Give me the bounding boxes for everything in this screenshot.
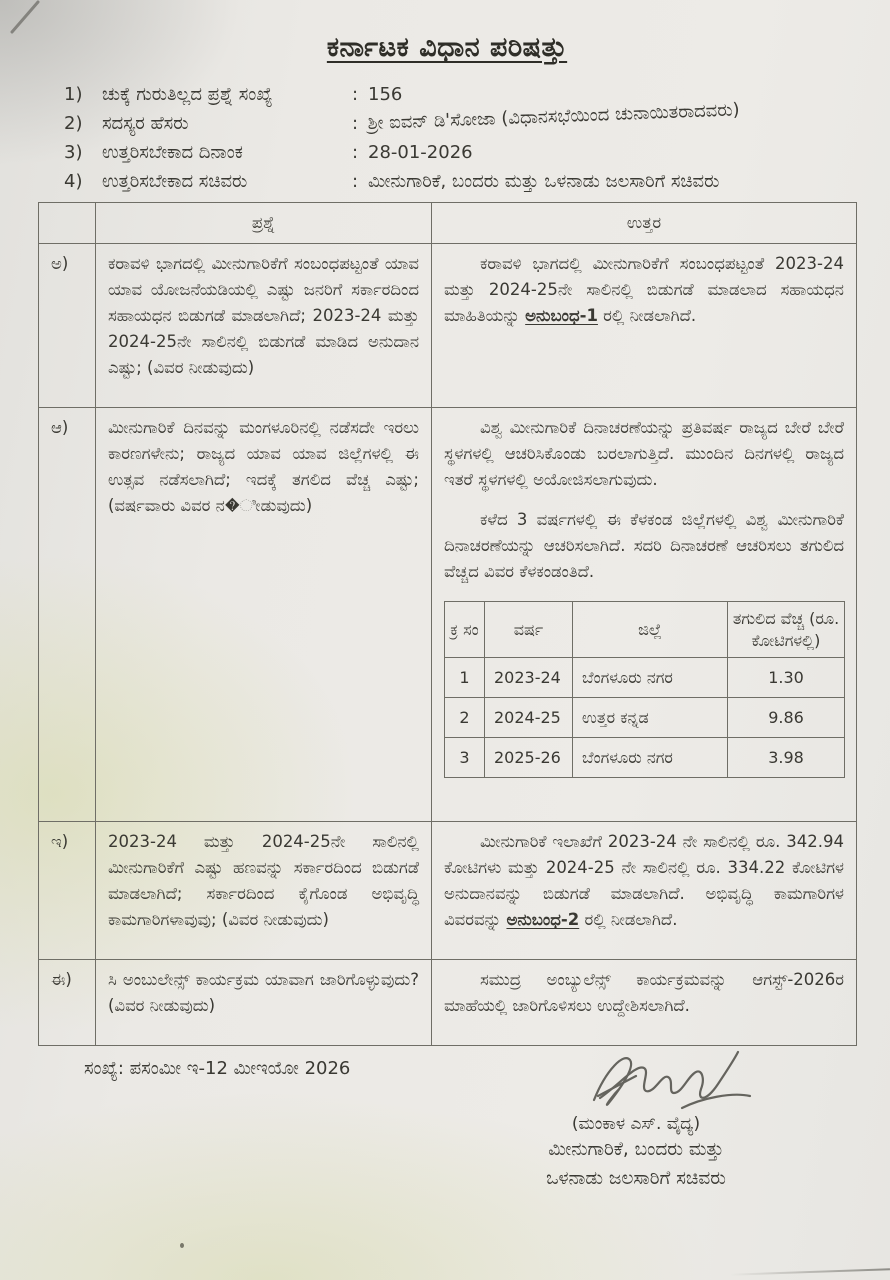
meta-number: 3): [64, 142, 83, 163]
meta-value: 156: [368, 84, 403, 105]
expense-header-amount: ತಗುಲಿದ ವೆಚ್ಚ (ರೂ. ಕೋಟಿಗಳಲ್ಲಿ): [728, 602, 845, 657]
expense-header-district: ಜಿಲ್ಲೆ: [573, 602, 728, 657]
meta-colon: :: [352, 84, 359, 105]
meta-number: 2): [64, 113, 83, 134]
handwritten-signature: [584, 1046, 764, 1118]
qa-row-ii: [39, 960, 857, 1046]
expense-header-row: [445, 602, 845, 657]
expense-year: 2024-25: [485, 697, 573, 737]
page-title: ಕರ್ನಾಟಕ ವಿಧಾನ ಪರಿಷತ್ತು: [326, 32, 568, 63]
question-answer-table: [38, 202, 857, 1046]
expense-district: ಉತ್ತರ ಕನ್ನಡ: [573, 697, 728, 737]
question-cell: [96, 822, 432, 960]
expense-row: [445, 737, 845, 777]
row-label: ಆ): [39, 408, 96, 822]
meta-label: ಸದಸ್ಯರ ಹೆಸರು: [102, 113, 189, 134]
expense-row: [445, 697, 845, 737]
qa-row-a: [39, 244, 857, 408]
meta-value: 28-01-2026: [368, 142, 473, 163]
answer-paragraph-2: ಕಳೆದ 3 ವರ್ಷಗಳಲ್ಲಿ ಈ ಕೆಳಕಂಡ ಜಿಲ್ಲೆಗಳಲ್ಲಿ ವಿಶ್ವ ಮೀನುಗಾರಿಕೆ ದಿನಾಚರಣೆಯನ್ನು ಆಚರಿಸಲಾಗಿದೆ. ಸದರಿ ದಿನಾಚರಣೆ ಆಚರಿಸಲು ತಗುಲಿದ ವೆಚ್ಚದ ವಿವರ ಕೆಳಕಂಡಂತಿದೆ.: [444, 510, 844, 582]
signature-block: [468, 1046, 804, 1193]
meta-colon: :: [352, 171, 359, 192]
question-text: ಕರಾವಳಿ ಭಾಗದಲ್ಲಿ ಮೀನುಗಾರಿಕೆಗೆ ಸಂಬಂಧಪಟ್ಟಂತೆ ಯಾವ ಯಾವ ಯೋಜನೆಯಡಿಯಲ್ಲಿ ಎಷ್ಟು ಜನರಿಗೆ ಸರ್ಕಾರದಿಂದ ಸಹಾಯಧನ ಬಿಡುಗಡೆ ಮಾಡಲಾಗಿದೆ; 2023-24 ಮತ್ತು 2024-25ನೇ ಸಾಲಿನಲ್ಲಿ ಬಿಡುಗಡೆ ಮಾಡಿದ ಅನುದಾನ ಎಷ್ಟು; (ವಿವರ ನೀಡುವುದು): [108, 254, 419, 378]
answer-cell: [432, 960, 857, 1046]
expense-slno: 3: [445, 737, 485, 777]
signatory-name: (ಮಂಕಾಳ ಎಸ್. ವೈದ್ಯ): [571, 1114, 701, 1134]
expense-amount: 3.98: [728, 737, 845, 777]
annexure-2-reference: ಅನುಬಂಧ-2: [506, 910, 580, 930]
meta-list: [64, 84, 856, 192]
expense-slno: 2: [445, 697, 485, 737]
answer-cell: [432, 822, 857, 960]
expense-table: [444, 601, 845, 777]
answer-text: ಸಮುದ್ರ ಅಂಬ್ಯುಲೆನ್ಸ್ ಕಾರ್ಯಕ್ರಮವನ್ನು ಆಗಸ್ಟ್-2026ರ ಮಾಹೆಯಲ್ಲಿ ಜಾರಿಗೊಳಿಸಲು ಉದ್ದೇಶಿಸಲಾಗಿದೆ.: [444, 970, 844, 1016]
annexure-1-reference: ಅನುಬಂಧ-1: [525, 306, 598, 326]
qa-header-row: [39, 203, 857, 244]
meta-number: 1): [64, 84, 83, 105]
question-cell: [96, 960, 432, 1046]
meta-number: 4): [64, 171, 83, 192]
row-label: ಅ): [39, 244, 96, 408]
question-cell: [96, 408, 432, 822]
qa-header-answer: ಉತ್ತರ: [432, 203, 857, 244]
meta-label: ಉತ್ತರಿಸಬೇಕಾದ ಸಚಿವರು: [102, 171, 248, 192]
question-text: 2023-24 ಮತ್ತು 2024-25ನೇ ಸಾಲಿನಲ್ಲಿ ಮೀನುಗಾರಿಕೆಗೆ ಎಷ್ಟು ಹಣವನ್ನು ಸರ್ಕಾರದಿಂದ ಬಿಡುಗಡೆ ಮಾಡಲಾಗಿದೆ; ಸರ್ಕಾರದಿಂದ ಕೈಗೊಂಡ ಅಭಿವೃದ್ಧಿ ಕಾಮಗಾರಿಗಳಾವುವು; (ವಿವರ ನೀಡುವುದು): [108, 832, 419, 930]
expense-amount: 9.86: [728, 697, 845, 737]
meta-label: ಚುಕ್ಕೆ ಗುರುತಿಲ್ಲದ ಪ್ರಶ್ನೆ ಸಂಖ್ಯೆ: [102, 84, 273, 105]
answer-cell: [432, 408, 857, 822]
meta-label: ಉತ್ತರಿಸಬೇಕಾದ ದಿನಾಂಕ: [102, 142, 243, 163]
meta-item-member-name: [64, 99, 856, 134]
question-text: ಸಿ ಅಂಬುಲೇನ್ಸ್ ಕಾರ್ಯಕ್ರಮ ಯಾವಾಗ ಜಾರಿಗೊಳ್ಳುವುದು? (ವಿವರ ನೀಡುವುದು): [108, 970, 419, 1016]
answer-paragraph-1: ವಿಶ್ವ ಮೀನುಗಾರಿಕೆ ದಿನಾಚರಣೆಯನ್ನು ಪ್ರತಿವರ್ಷ ರಾಜ್ಯದ ಬೇರೆ ಬೇರೆ ಸ್ಥಳಗಳಲ್ಲಿ ಆಚರಿಸಿಕೊಂಡು ಬರಲಾಗುತ್ತಿದೆ. ಮುಂದಿನ ದಿನಗಳಲ್ಲಿ ರಾಜ್ಯದ ಇತರೆ ಸ್ಥಳಗಳಲ್ಲಿ ಅಯೋಜಿಸಲಾಗುವುದು.: [444, 418, 844, 490]
meta-item-answer-date: [64, 142, 856, 163]
meta-item-answering-minister: [64, 171, 856, 192]
meta-colon: :: [352, 142, 359, 163]
qa-row-i: [39, 822, 857, 960]
meta-value: ಮೀನುಗಾರಿಕೆ, ಬಂದರು ಮತ್ತು ಒಳನಾಡು ಜಲಸಾರಿಗೆ ಸಚಿವರು: [368, 171, 720, 192]
file-reference-number: ಸಂಖ್ಯೆ: ಪಸಂಮೀ ಇ-12 ಮೀಇಯೋ 2026: [84, 1058, 351, 1080]
qa-header-label-cell: [39, 203, 96, 244]
expense-year: 2025-26: [485, 737, 573, 777]
answer-cell: [432, 244, 857, 408]
question-cell: [96, 244, 432, 408]
answer-text: ಕರಾವಳಿ ಭಾಗದಲ್ಲಿ ಮೀನುಗಾರಿಕೆಗೆ ಸಂಬಂಧಪಟ್ಟಂತೆ 2023-24 ಮತ್ತು 2024-25ನೇ ಸಾಲಿನಲ್ಲಿ ಬಿಡುಗಡೆ ಮಾಡಲಾದ ಸಹಾಯಧನ ಮಾಹಿತಿಯನ್ನು ಅನುಬಂಧ-1 ರಲ್ಲಿ ನೀಡಲಾಗಿದೆ.: [444, 254, 844, 326]
question-text: ಮೀನುಗಾರಿಕೆ ದಿನವನ್ನು ಮಂಗಳೂರಿನಲ್ಲಿ ನಡೆಸದೇ ಇರಲು ಕಾರಣಗಳೇನು; ರಾಜ್ಯದ ಯಾವ ಯಾವ ಜಿಲ್ಲೆಗಳಲ್ಲಿ ಈ ಉತ್ಸವ ನಡೆಸಲಾಗಿದೆ; ಇದಕ್ಕೆ ತಗಲಿದ ವೆಚ್ಚ ಎಷ್ಟು; (ವರ್ಷವಾರು ವಿವರ ನ�ೀಡುವುದು): [108, 418, 419, 516]
meta-colon: :: [352, 113, 359, 134]
row-label: ಈ): [39, 960, 96, 1046]
expense-header-year: ವರ್ಷ: [485, 602, 573, 657]
row-label: ಇ): [39, 822, 96, 960]
qa-header-question: ಪ್ರಶ್ನೆ: [96, 203, 432, 244]
signatory-designation: ಮೀನುಗಾರಿಕೆ, ಬಂದರು ಮತ್ತು ಒಳನಾಡು ಜಲಸಾರಿಗೆ ಸಚಿವರು: [546, 1139, 726, 1189]
answer-text: ಮೀನುಗಾರಿಕೆ ಇಲಾಖೆಗೆ 2023-24 ನೇ ಸಾಲಿನಲ್ಲಿ ರೂ. 342.94 ಕೋಟಿಗಳು ಮತ್ತು 2024-25 ನೇ ಸಾಲಿನಲ್ಲಿ ರೂ. 334.22 ಕೋಟಿಗಳ ಅನುದಾನವನ್ನು ಬಿಡುಗಡೆ ಮಾಡಲಾಗಿದೆ. ಅಭಿವೃದ್ಧಿ ಕಾಮಗಾರಿಗಳ ವಿವರವನ್ನು ಅನುಬಂಧ-2 ರಲ್ಲಿ ನೀಡಲಾಗಿದೆ.: [444, 832, 844, 930]
page-edge-shadow: [730, 1268, 890, 1276]
expense-amount: 1.30: [728, 657, 845, 697]
paper-speck: [180, 1243, 184, 1248]
expense-district: ಬೆಂಗಳೂರು ನಗರ: [573, 737, 728, 777]
expense-slno: 1: [445, 657, 485, 697]
expense-district: ಬೆಂಗಳೂರು ನಗರ: [573, 657, 728, 697]
expense-year: 2023-24: [485, 657, 573, 697]
qa-row-aa: [39, 408, 857, 822]
meta-value: ಶ್ರೀ ಐವನ್ ಡಿ'ಸೋಜಾ (ವಿಧಾನಸಭೆಯಿಂದ ಚುನಾಯಿತರಾದವರು): [367, 99, 740, 134]
expense-row: [445, 657, 845, 697]
expense-header-slno: ಕ್ರ ಸಂ: [445, 602, 485, 657]
